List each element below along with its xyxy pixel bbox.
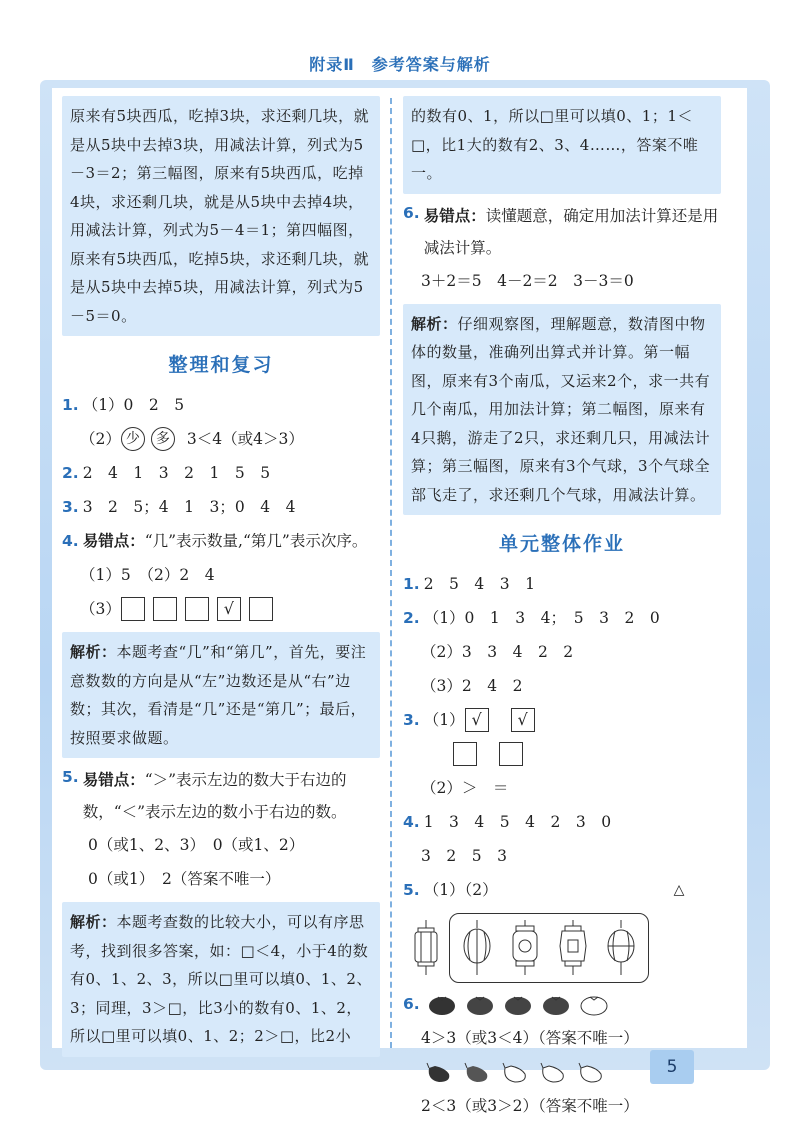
unit-question-2-part-3 bbox=[403, 669, 721, 703]
question-number: 4. bbox=[403, 813, 420, 831]
answer-square bbox=[499, 742, 523, 766]
answer-text: 2 4 1 3 2 1 5 5 bbox=[82, 464, 271, 482]
answer-text: 0（或1） 2（答案不唯一） bbox=[88, 870, 281, 888]
unit-question-6 bbox=[403, 987, 721, 1021]
error-point-text: 读懂题意，确定用加法计算还是用减法计算。 bbox=[423, 206, 719, 257]
unit-question-4 bbox=[403, 805, 721, 839]
answer-text: （2）3 3 4 2 2 bbox=[421, 643, 574, 661]
answer-square bbox=[249, 597, 273, 621]
checked-square: √ bbox=[465, 708, 489, 732]
unit-question-5 bbox=[403, 873, 721, 907]
error-point-text: “＞”表示左边的数大于右边的数，“＜”表示左边的数小于右边的数。 bbox=[82, 771, 347, 821]
question-number: 3. bbox=[403, 711, 420, 729]
question-4-part-1 bbox=[62, 558, 380, 592]
question-5-answer-2 bbox=[62, 862, 380, 896]
answer-square bbox=[185, 597, 209, 621]
question-3 bbox=[62, 490, 380, 524]
answer-text: 2 5 4 3 1 bbox=[423, 575, 535, 593]
tomato-row bbox=[428, 992, 608, 1016]
answer-text: 3＜4（或4＞3） bbox=[186, 430, 304, 448]
eggplant-icon bbox=[577, 1060, 605, 1084]
left-column bbox=[62, 96, 380, 1057]
answer-text: （1）0 2 5 bbox=[82, 396, 185, 414]
question-6 bbox=[403, 200, 721, 264]
intro-explanation-box: 原来有5块西瓜，吃掉3块，求还剩几块，就是从5块中去掉3块，用减法计算，列式为5－3＝2；第三幅图，原来有5块西瓜，吃掉4块，求还剩几块，就是从5块中去掉4块，用减法计算，列式为5－4＝1；第四幅图，原来有5块西瓜，吃掉5块，求还剩几块，就是从5块中去掉5块，用减法计算，列式为5－5＝0。 bbox=[62, 96, 380, 336]
answer-text: 3 2 5；4 1 3；0 4 4 bbox=[82, 498, 296, 516]
q6-explanation-box bbox=[403, 304, 721, 516]
column-divider bbox=[390, 98, 392, 1048]
error-point-block bbox=[424, 200, 721, 264]
eggplant-group bbox=[425, 1060, 605, 1084]
unit-question-3 bbox=[403, 703, 721, 737]
explanation-text: 本题考查“几”和“第几”，首先，要注意数数的方向是从“左”边数还是从“右”边数；其次，看清是“几”还是“第几”；最后，按照要求做题。 bbox=[70, 643, 367, 747]
question-number: 5. bbox=[62, 768, 79, 786]
section-title-unit-homework: 单元整体作业 bbox=[498, 533, 625, 555]
question-5 bbox=[62, 764, 380, 828]
lantern-icon bbox=[413, 920, 439, 976]
answer-text: 4＞3（或3＜4）（答案不唯一） bbox=[421, 1029, 639, 1047]
explanation-label: 解析： bbox=[411, 314, 458, 333]
unit-question-4-line-2 bbox=[403, 839, 721, 873]
question-5-answer-1 bbox=[62, 828, 380, 862]
answer-square bbox=[121, 597, 145, 621]
unit-question-3-row-2 bbox=[403, 737, 721, 771]
answer-text: 3＋2＝5 4－2＝2 3－3＝0 bbox=[421, 271, 634, 290]
question-number: 2. bbox=[62, 464, 79, 482]
eggplant-icon bbox=[501, 1060, 529, 1084]
tomato-icon bbox=[542, 992, 570, 1016]
explanation-text: 本题考查数的比较大小，可以有序思考，找到很多答案，如：□＜4，小于4的数有0、1、2、3，所以□里可以填0、1、2、3；同理，3＞□，比3小的数有0、1、2，所以□里可以填0、1、2；2＞□，比2小 bbox=[70, 913, 372, 1045]
unit-question-6-answer-2 bbox=[403, 1089, 721, 1123]
question-number: 5. bbox=[403, 881, 420, 899]
question-4 bbox=[62, 524, 380, 558]
answer-text: （1）0 1 3 4； 5 3 2 0 bbox=[423, 609, 660, 627]
explanation-label: 解析： bbox=[70, 913, 117, 931]
question-2 bbox=[62, 456, 380, 490]
question-number: 6. bbox=[403, 995, 420, 1013]
question-number: 4. bbox=[62, 532, 79, 550]
lantern-icon bbox=[462, 920, 492, 976]
circled-answer: 多 bbox=[151, 427, 175, 451]
lantern-figure bbox=[413, 913, 721, 983]
answer-text: （1）（2） bbox=[423, 881, 498, 899]
lantern-group-frame bbox=[449, 913, 649, 983]
part-label: （1） bbox=[423, 711, 465, 729]
answer-text: 2＜3（或3＞2）（答案不唯一） bbox=[421, 1097, 639, 1115]
answer-square bbox=[153, 597, 177, 621]
explanation-label: 解析： bbox=[70, 643, 117, 661]
question-number: 3. bbox=[62, 498, 79, 516]
question-number: 2. bbox=[403, 609, 420, 627]
question-number: 1. bbox=[62, 396, 79, 414]
error-point-label: 易错点： bbox=[82, 532, 145, 550]
answer-square bbox=[453, 742, 477, 766]
question-4-part-3 bbox=[62, 592, 380, 626]
answer-text: 3 2 5 3 bbox=[421, 847, 507, 865]
q4-explanation-box bbox=[62, 632, 380, 758]
tomato-icon bbox=[580, 992, 608, 1016]
page-number: 5 bbox=[650, 1050, 694, 1084]
unit-question-3-part-2 bbox=[403, 771, 721, 805]
answer-text: 1 3 4 5 4 2 3 0 bbox=[423, 813, 612, 831]
tomato-icon bbox=[504, 992, 532, 1016]
answer-text: （1）5 （2）2 4 bbox=[80, 566, 215, 584]
tomato-icon bbox=[428, 992, 456, 1016]
triangle-mark: △ bbox=[673, 882, 685, 898]
lantern-icon bbox=[606, 920, 636, 976]
continued-explanation-box: 的数有0、1，所以□里可以填0、1；1＜□，比1大的数有2、3、4……，答案不唯一。 bbox=[403, 96, 721, 194]
answer-text: （3）2 4 2 bbox=[421, 677, 523, 695]
circled-answer: 少 bbox=[121, 427, 145, 451]
error-point-block bbox=[83, 764, 380, 828]
lantern-icon bbox=[510, 920, 540, 976]
eggplant-icon bbox=[463, 1060, 491, 1084]
question-1 bbox=[62, 388, 380, 422]
question-6-answer bbox=[403, 264, 721, 298]
page-header: 附录Ⅱ 参考答案与解析 bbox=[309, 55, 491, 74]
unit-question-2-part-2 bbox=[403, 635, 721, 669]
question-1-part-2 bbox=[62, 422, 380, 456]
part-label: （3） bbox=[80, 600, 121, 618]
tomato-icon bbox=[466, 992, 494, 1016]
error-point-text: “几”表示数量,“第几”表示次序。 bbox=[144, 532, 368, 550]
question-number: 1. bbox=[403, 575, 420, 593]
q5-explanation-box bbox=[62, 902, 380, 1057]
part-label: （2） bbox=[80, 430, 121, 448]
eggplant-icon bbox=[539, 1060, 567, 1084]
unit-question-2 bbox=[403, 601, 721, 635]
answer-text: （2）＞ ＝ bbox=[421, 779, 509, 797]
error-point-label: 易错点： bbox=[82, 771, 145, 789]
lantern-icon bbox=[558, 920, 588, 976]
checked-square: √ bbox=[511, 708, 535, 732]
answer-text: 0（或1、2、3） 0（或1、2） bbox=[88, 836, 305, 854]
checked-square: √ bbox=[217, 597, 241, 621]
explanation-text: 仔细观察图，理解题意，数清图中物体的数量，准确列出算式并计算。第一幅图，原来有3个南瓜，又运来2个，求一共有几个南瓜，用加法计算；第二幅图，原来有4只鹅，游走了2只，求还剩几只，用减法计算；第三幅图，原来有3个气球，3个气球全部飞走了，求还剩几个气球，用减法计算。 bbox=[411, 314, 711, 504]
eggplant-icon bbox=[425, 1060, 453, 1084]
unit-question-1 bbox=[403, 567, 721, 601]
question-number: 6. bbox=[403, 203, 420, 222]
error-point-label: 易错点： bbox=[423, 206, 486, 225]
right-column bbox=[403, 96, 721, 1123]
section-title-review: 整理和复习 bbox=[168, 354, 274, 376]
